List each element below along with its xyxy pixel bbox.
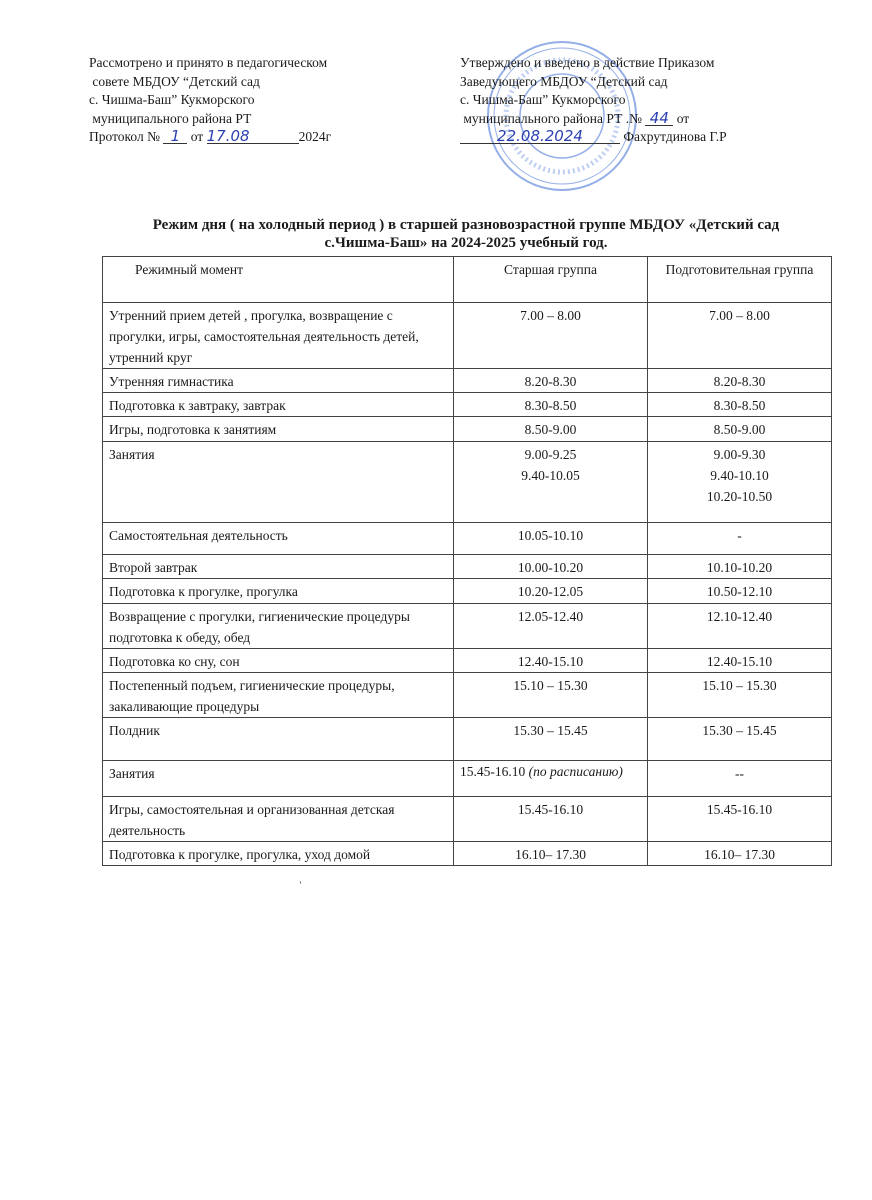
column-header: Режимный момент: [103, 257, 454, 303]
order-number: 44: [645, 111, 673, 126]
signature-line: [460, 128, 727, 147]
schedule-note: (по расписанию): [528, 764, 623, 779]
header-line: с. Чишма-Баш” Кукморского: [89, 92, 255, 107]
table-row: Утренний прием детей , прогулка, возвращение с прогулки, игры, самостоятельная деятельность детей, утренний круг 7.00 – 8.00 7.00 – 8.00: [103, 303, 832, 369]
protocol-number: 1: [163, 129, 187, 144]
order-line: муниципального района РТ .№ 44 от: [460, 108, 690, 127]
column-header: Старшая группа: [454, 257, 648, 303]
signatory-name: Фахрутдинова Г.Р: [623, 129, 727, 144]
header-line: Заведующего МБДОУ “Детский сад: [460, 73, 668, 89]
approval-block-right: [460, 54, 727, 147]
table-row: Занятия 9.00-9.25 9.40-10.05 9.00-9.30 9.40-10.10 10.20-10.50: [103, 442, 832, 523]
table-row: Полдник 15.30 – 15.45 15.30 – 15.45: [103, 718, 832, 761]
table-row: Второй завтрак 10.00-10.20 10.10-10.20: [103, 555, 832, 579]
table-row: Игры, самостоятельная и организованная детская деятельность 15.45-16.10 15.45-16.10: [103, 797, 832, 842]
header-line: с. Чишма-Баш” Кукморского: [460, 92, 626, 107]
table-row: Утренняя гимнастика 8.20-8.30 8.20-8.30: [103, 369, 832, 393]
order-date: 22.08.2024: [460, 129, 620, 144]
scan-speck: ˈ: [298, 880, 303, 895]
header-line: муниципального района РТ: [89, 110, 252, 126]
table-row: Подготовка к прогулке, прогулка 10.20-12.05 10.50-12.10: [103, 579, 832, 604]
table-row: Игры, подготовка к занятиям 8.50-9.00 8.50-9.00: [103, 417, 832, 442]
table-row: Самостоятельная деятельность 10.05-10.10 -: [103, 523, 832, 555]
approval-block-left: [89, 54, 331, 147]
table-row: Занятия 15.45-16.10 (по расписанию) --: [103, 761, 832, 797]
header-line: совете МБДОУ “Детский сад: [89, 73, 260, 89]
table-row: Возвращение с прогулки, гигиенические процедуры подготовка к обеду, обед 12.05-12.40 12.10-12.40: [103, 604, 832, 649]
protocol-date: 17.08: [207, 129, 299, 144]
header-line: Утверждено и введено в действие Приказом: [460, 55, 715, 70]
table-row: Подготовка к завтраку, завтрак 8.30-8.50 8.30-8.50: [103, 393, 832, 417]
protocol-line: Протокол № 1 от 17.08 2024г: [89, 127, 332, 145]
column-header: Подготовительная группа: [648, 257, 832, 303]
table-row: Подготовка к прогулке, прогулка, уход домой 16.10– 17.30 16.10– 17.30: [103, 842, 832, 866]
table-row: Постепенный подъем, гигиенические процедуры, закаливающие процедуры 15.10 – 15.30 15.10 – 15.30: [103, 673, 832, 718]
table-header-row: [103, 257, 832, 303]
header-line: Рассмотрено и принято в педагогическом: [89, 55, 328, 70]
document-title: Режим дня ( на холодный период ) в старшей разновозрастной группе МБДОУ «Детский сад с.Чишма-Баш» на 2024-2025 учебный год.: [152, 217, 780, 251]
table-row: Подготовка ко сну, сон 12.40-15.10 12.40-15.10: [103, 649, 832, 673]
daily-schedule-table: [102, 256, 832, 866]
